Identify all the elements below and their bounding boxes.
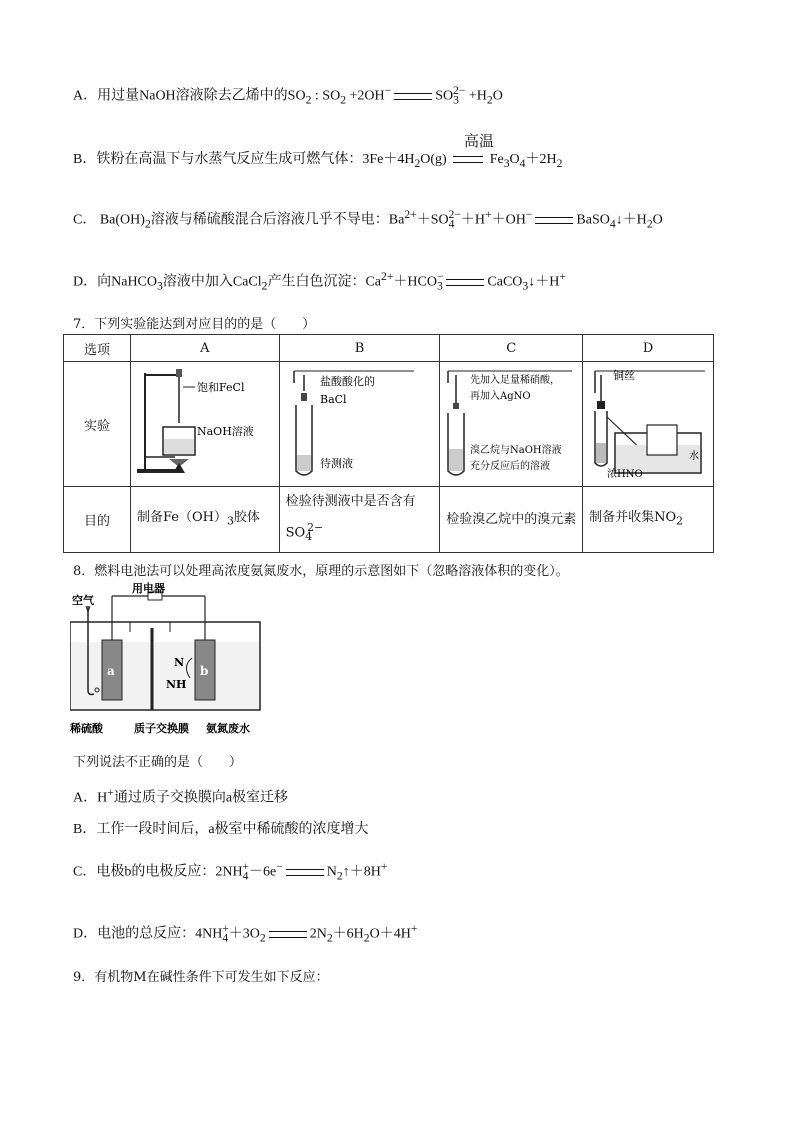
fig-label: 溴乙烷与NaOH溶液 [470, 445, 562, 456]
goal-text: 制备并收集NO [589, 509, 677, 525]
eq-reactant: H [97, 790, 108, 806]
fuel-cell-diagram [70, 582, 270, 738]
option-label: A． [73, 790, 98, 806]
eq-reactant: O(g) [420, 152, 447, 167]
option-c: C． $Ba(OH)_2$溶液与稀硫酸混合后溶液几乎不导电：$Ba^{2+}+SO_4^{2-}+H^++OH^-$ $BaSO_4↓+H_2O$ [73, 208, 663, 231]
row-label-experiment: 实验 [64, 362, 131, 487]
fig-label: 稀硫酸 [70, 722, 103, 735]
eq-reactant: +2OH [349, 88, 385, 104]
header-option: 选项 [64, 335, 131, 362]
goal-a [130, 487, 279, 553]
option-label: C． [73, 864, 97, 880]
eq-reactant: SO [322, 88, 341, 104]
option-label: D． [73, 926, 98, 942]
figure-a [130, 362, 279, 487]
q8-option-d: D．电池的总反应：$4NH_4^++3O_2$ $2N_2+6H_2O+4H^+$ [73, 922, 418, 945]
fig-label: NH [166, 678, 187, 691]
q8-option-b [73, 818, 369, 838]
header-b: B [279, 335, 440, 362]
eq-product: ↓＋H [528, 274, 560, 290]
equation-sign [269, 931, 307, 938]
fig-label: N [174, 656, 185, 669]
goal-sub: 3 [226, 514, 234, 528]
equation-sign [535, 217, 573, 224]
fig-label: 铜丝 [613, 369, 636, 382]
option-label: C． [73, 212, 97, 228]
fig-label: 先加入足量稀硝酸， [470, 375, 561, 386]
eq-reactant: ＋3O [228, 926, 260, 942]
header-c: C [440, 335, 583, 362]
goal-b: 检验待测液中是否含有 $SO_4^{2-}$ [279, 487, 440, 553]
fig-label: 再加入AgNO [470, 391, 531, 402]
apparatus-c-image [442, 363, 580, 481]
option-text: 产生白色沉淀：Ca [267, 274, 382, 290]
q8-option-c: C．电极b的电极反应：$2NH_4^+-6e^-$ $N_2↑+8H^+$ [73, 860, 388, 883]
option-d: D．向NaHCO$_3$溶液中加入CaCl$_2$产生白色沉淀：$Ca^{2+}+HCO_3^-$ CaCO$_3$↓＋H+ [73, 270, 566, 293]
header-a: A [130, 335, 279, 362]
goal-sub: 2 [676, 514, 684, 528]
option-text: 通过质子交换膜向a极室迁移 [113, 790, 289, 806]
option-text: Ba(OH) [99, 212, 145, 228]
option-label: D． [73, 274, 98, 290]
apparatus-b-image [284, 363, 434, 481]
eq-reactant: ＋H [460, 212, 486, 228]
goal-text: 检验溴乙烷中的溴元素 [446, 511, 577, 527]
eq-reactant: ＋OH [491, 212, 526, 228]
option-label: B． [73, 822, 97, 837]
goal-text: 制备Fe（OH） [136, 509, 227, 525]
eq-product: O [509, 152, 520, 167]
equation-sign [286, 869, 324, 876]
eq-reactant: ＋HCO [393, 274, 437, 290]
option-label: A． [73, 88, 98, 104]
fig-label: NaOH溶液 [196, 425, 254, 438]
goal-d [583, 487, 714, 553]
option-text: 向NaHCO [97, 274, 158, 290]
eq-product: SO [435, 88, 454, 104]
eq-product: ＋2H [525, 152, 557, 167]
eq-product: CaCO [487, 274, 523, 290]
goal-formula: SO [285, 525, 306, 541]
eq-reactant: ＋SO [416, 212, 449, 228]
option-text: 电极b的电极反应：2NH [96, 864, 243, 880]
electrode-a-label: a [107, 664, 115, 678]
figure-c [440, 362, 583, 487]
goal-text: 检验待测液中是否含有 [285, 494, 416, 510]
row-label-goal: 目的 [64, 487, 131, 553]
figure-d [583, 362, 714, 487]
apparatus-a-image [135, 363, 275, 481]
option-text: 工作一段时间后，a极室中稀硫酸的浓度增大 [96, 822, 369, 837]
eq-product: ↓＋H [615, 212, 647, 228]
eq-product: 2N [309, 926, 327, 942]
fig-label: 空气 [72, 594, 94, 607]
apparatus-d-image [585, 363, 711, 481]
goal-c [440, 487, 583, 553]
equation-sign [394, 93, 432, 100]
fig-label: 质子交换膜 [134, 722, 189, 735]
option-label: B． [73, 152, 97, 167]
option-text: 溶液中加入CaCl [162, 274, 262, 290]
question-9-stem: 9．有机物M在碱性条件下可发生如下反应： [73, 970, 329, 985]
equation-sign [453, 156, 483, 163]
fig-label: BaCl [320, 393, 348, 406]
option-text: 溶液与稀硫酸混合后溶液几乎不导电：Ba [150, 212, 405, 228]
eq-product: N [326, 864, 337, 880]
fig-label: 充分反应后的溶液 [470, 461, 551, 472]
option-text: 用过量NaOH溶液除去乙烯中的SO [97, 88, 306, 104]
fig-label: 浓HNO [607, 469, 643, 480]
fig-label: 水 [689, 451, 700, 462]
goal-text: 胶体 [233, 509, 260, 525]
question-8-prompt: 下列说法不正确的是（ ） [73, 755, 243, 770]
fig-label: 用电器 [132, 582, 165, 595]
fig-label: 饱和FeCl [196, 381, 245, 394]
header-d: D [583, 335, 714, 362]
eq-product: ＋6H [332, 926, 364, 942]
option-a: A．用过量NaOH溶液除去乙烯中的$SO_2$ : $SO_2 +2OH^-$ $SO_3^{2-} +H_2O$ [73, 84, 503, 107]
eq-product: +H [468, 88, 487, 104]
condition-label: 高温 [464, 132, 495, 150]
fig-label: 氨氮废水 [206, 722, 250, 735]
eq-reactant: －6e [248, 864, 277, 880]
eq-product: BaSO [576, 212, 610, 228]
electrode-b-label: b [200, 664, 209, 678]
eq-product: O [652, 212, 663, 228]
option-text: 铁粉在高温下与水蒸气反应生成可燃气体：3Fe＋4H [96, 152, 415, 167]
fig-label: 待测液 [320, 457, 354, 470]
question-7-stem: 7．下列实验能达到对应目的的是（ ） [73, 317, 316, 332]
eq-product: Fe [489, 152, 504, 167]
fig-label: 盐酸酸化的 [320, 375, 376, 388]
equation-sign [446, 279, 484, 286]
figure-b [279, 362, 440, 487]
question-8-stem: 8．燃料电池法可以处理高浓度氨氮废水，原理的示意图如下（忽略溶液体积的变化）。 [73, 564, 569, 579]
eq-product: O＋4H [369, 926, 411, 942]
option-text: 电池的总反应：4NH [97, 926, 223, 942]
experiment-table [63, 334, 714, 553]
eq-product: ↑＋8H [342, 864, 381, 880]
option-b: B．铁粉在高温下与水蒸气反应生成可燃气体：$3Fe+4H_2O(g)$ $Fe_3O_4+2H_2$ [73, 152, 563, 170]
q8-option-a: A．H+通过质子交换膜向a极室迁移 [73, 786, 289, 806]
eq-product: O [492, 88, 503, 104]
